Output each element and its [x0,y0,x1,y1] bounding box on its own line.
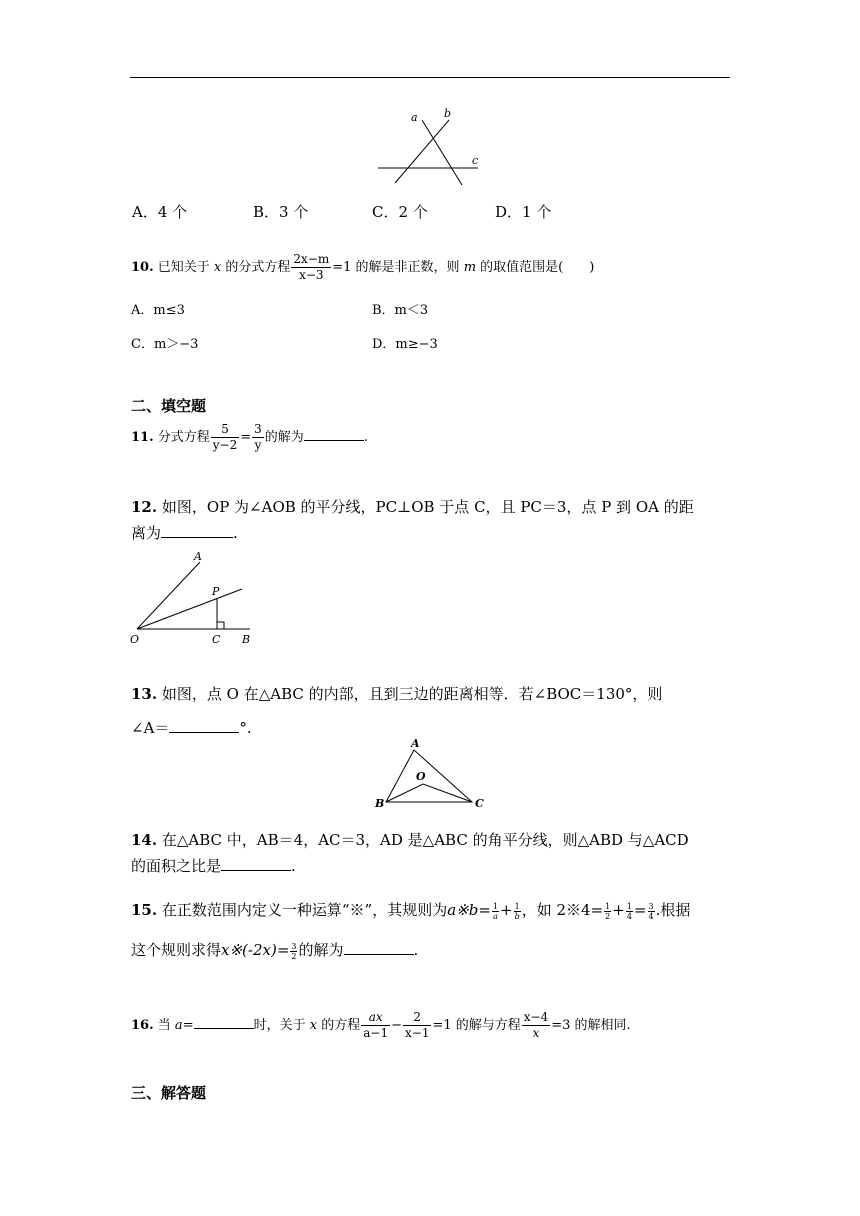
q14-number: 14. [131,831,158,849]
q11-number: 11. [131,430,154,445]
q16-text-mid: 时，关于 [253,1018,306,1033]
q14-text-end: . [291,857,296,875]
q15-text-end: . [413,941,419,959]
q15-text-pre: 在正数范围内定义一种运算“※”，其规则为 [161,901,448,919]
right-angle-mark [217,622,224,629]
q15-eq: = [633,901,647,919]
q16-stem [131,1010,631,1041]
q11-text-eq: = [240,430,252,445]
q11-fraction-1 [211,422,239,453]
segments-ob-oc [386,784,472,802]
q14-answer-blank[interactable] [221,856,291,871]
q12-text-line2: 离为 [131,524,162,542]
q10-text-mid: 的分式方程 [225,260,291,275]
q14-text-line1: 在△ABC 中，AB＝4，AC＝3，AD 是△ABC 的角平分线，则△ABD 与△ACD [161,831,689,849]
q11-text-end: . [363,430,368,445]
q15-plus: + [612,901,625,919]
q16-number: 16. [131,1018,154,1033]
q14-line2 [131,855,296,877]
q15-frac-num: 1 [492,901,499,911]
label-A: A [411,737,420,750]
q13-answer-blank[interactable] [169,718,239,733]
q9-option-b: B．3 个 [253,203,309,221]
q16-frac3-den: x [532,1026,540,1040]
q16-text-eq2: =1 的解与方程 [432,1018,521,1033]
q13-text-line1: 如图，点 O 在△ABC 的内部，且到三边的距离相等．若∠BOC＝130°，则 [161,685,663,703]
q16-frac2-den: x−1 [405,1026,430,1040]
q15-frac-three-halves [290,942,297,961]
q11-frac1-den: y−2 [212,438,238,452]
q15-text-post: .根据 [655,901,691,919]
q12-line1 [131,496,694,518]
q16-frac1-den: a−1 [363,1026,389,1040]
q11-text-pre: 分式方程 [157,430,210,445]
q16-var-x: x [309,1018,318,1033]
q10-var-x: x [213,260,222,275]
q15-frac-num: 3 [648,901,654,911]
q15-frac-quarter [626,902,633,921]
q13-line1 [131,683,662,705]
q10-stem [131,252,594,283]
q15-frac-num: 1 [514,901,520,911]
q15-frac-den: 4 [648,911,654,921]
q9-option-d: D．1 个 [495,203,552,221]
q15-frac-num: 1 [605,901,611,911]
q16-answer-blank[interactable] [194,1014,254,1029]
section-title-solve: 三、解答题 [131,1084,207,1102]
q15-text-line2: 这个规则求得 [131,941,222,959]
label-P: P [212,585,220,598]
label-C: C [212,633,221,646]
q15-expr: x※(-2x)= [221,941,290,959]
q12-number: 12. [131,498,158,516]
triangle-abc [386,750,472,802]
label-B: B [375,797,385,810]
header-rule [130,77,730,78]
q15-answer-blank[interactable] [344,940,414,955]
label-C: C [475,797,484,810]
q12-line2 [131,522,238,544]
q16-fraction-2 [403,1010,431,1041]
label-O: O [416,770,426,783]
q15-frac-half [604,902,611,921]
q9-figure [370,105,490,190]
label-a: a [411,111,418,124]
q11-answer-blank[interactable] [304,426,364,441]
q10-option-d: D．m≥−3 [372,337,438,352]
q13-text-end: °. [239,719,252,737]
q15-text-mid: ，如 2※4= [521,901,604,919]
label-B: B [242,633,251,646]
q10-text-post: 的取值范围是( ) [480,260,595,275]
q16-fraction-1 [361,1010,390,1041]
q16-var-a: a [174,1018,183,1033]
q10-text-pre: 已知关于 [157,260,210,275]
q9-option-a: A．4 个 [132,203,188,221]
q15-frac-den: 4 [626,911,632,921]
q12-figure [128,548,258,648]
q11-frac1-num: 5 [211,422,239,438]
line-a [422,120,462,185]
q15-frac-den: b [514,911,520,921]
q10-option-c: C．m＞−3 [131,337,199,352]
q15-frac-num: 1 [626,901,632,911]
q12-text-line1: 如图，OP 为∠AOB 的平分线，PC⊥OB 于点 C，且 PC＝3，点 P 到 OA 的距 [161,498,694,516]
q15-frac-den: a [493,911,498,921]
q14-text-line2: 的面积之比是 [131,857,222,875]
q10-frac-den: x−3 [299,268,324,282]
q12-answer-blank[interactable] [161,523,233,538]
q15-text-line2-mid: 的解为 [298,941,344,959]
q16-text-post: =3 的解相同. [551,1018,631,1033]
q16-text-pre: 当 [157,1018,171,1033]
label-O: O [130,633,140,646]
q10-option-a: A．m≤3 [131,303,185,318]
q16-frac3-num: x−4 [523,1010,549,1024]
q15-line2 [131,939,418,961]
q16-frac1-num: ax [361,1010,390,1026]
q13-text-line2: ∠A＝ [131,719,170,737]
q16-frac2-num: 2 [403,1010,431,1026]
q15-plus: + [500,901,513,919]
q16-minus: − [391,1018,402,1033]
q12-text-end: . [233,524,238,542]
q16-fraction-3 [522,1010,550,1041]
q10-text-eq: =1 的解是非正数，则 [332,260,460,275]
q10-fraction [291,252,331,283]
q11-text-post: 的解为 [264,430,304,445]
q13-line2 [131,717,252,739]
q14-line1 [131,829,689,851]
q10-frac-num: 2x−m [293,252,330,266]
q13-number: 13. [131,685,158,703]
q11-frac2-den: y [254,438,262,452]
q15-def: a※b= [447,901,491,919]
q11-fraction-2 [252,422,264,453]
q15-frac-den: 2 [291,951,297,961]
q16-text-mid2: 的方程 [321,1018,361,1033]
label-b: b [444,107,452,120]
q9-option-c: C．2 个 [372,203,428,221]
q15-number: 15. [131,901,158,919]
q15-frac-three-quarters [648,902,655,921]
section-title-fill-blank: 二、填空题 [131,397,207,415]
ray-op [137,589,242,629]
q15-line1 [131,899,690,921]
q15-frac-1a [492,902,499,921]
q15-frac-num: 3 [291,941,297,951]
q16-eq1: = [182,1018,194,1033]
q15-frac-den: 2 [605,911,611,921]
label-A: A [194,550,202,563]
q11-frac2-num: 3 [254,422,262,436]
q10-number: 10. [131,260,154,275]
label-c: c [472,154,479,167]
q11-stem [131,422,368,453]
q15-frac-1b [514,902,521,921]
q10-option-b: B．m＜3 [372,303,429,318]
q10-var-m: m [463,260,477,275]
q13-figure [370,735,490,810]
ray-oa [137,562,200,629]
